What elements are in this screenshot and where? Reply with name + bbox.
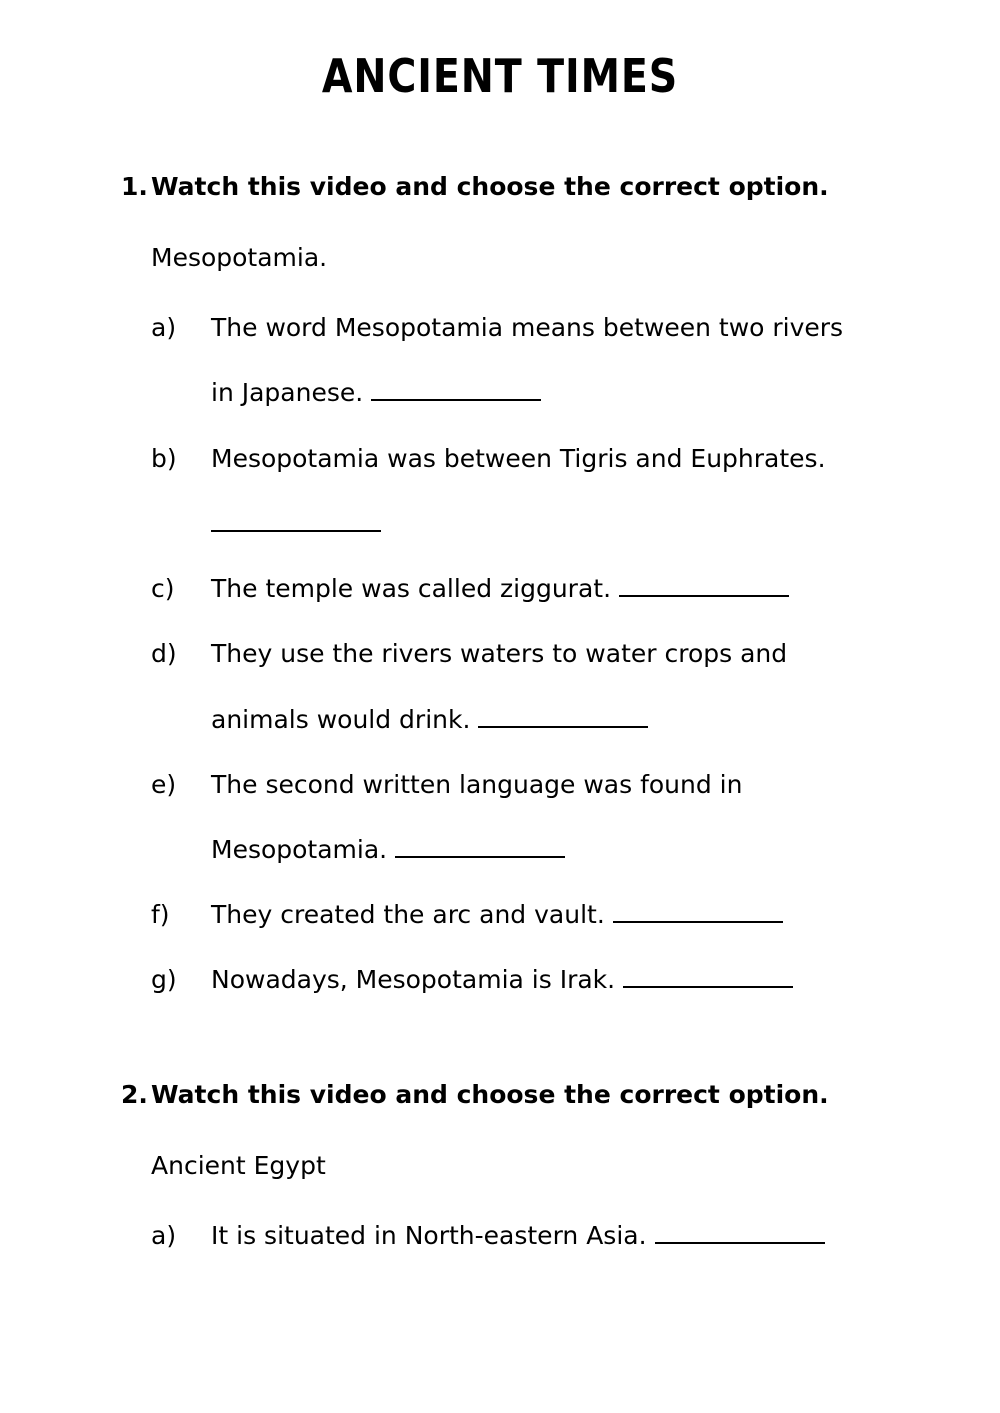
item-text-2a-text: It is situated in North-eastern Asia. [211,1221,647,1250]
item-letter-1c: c) [151,574,175,603]
item-letter-1e: e) [151,770,177,799]
answer-blank-2a[interactable] [655,1220,825,1244]
section-heading-2 [121,1079,829,1111]
section-heading-text-1: Watch this video and choose the correct option. [151,172,829,201]
item-text-1a-line2-text: in Japanese. [211,378,364,407]
section-subtitle-1: Mesopotamia. [151,243,328,272]
item-text-1f-text: They created the arc and vault. [211,900,605,929]
item-text-1f-line1 [211,899,783,931]
section-heading-1 [121,171,829,203]
worksheet-title: ANCIENT TIMES [321,49,679,103]
item-text-1c-line1 [211,573,789,605]
answer-blank-1d[interactable] [478,704,648,728]
item-letter-1g: g) [151,965,177,994]
item-letter-2a: a) [151,1221,177,1250]
section-number-1: 1. [121,172,148,201]
item-text-1g-text: Nowadays, Mesopotamia is Irak. [211,965,616,994]
section-heading-text-2: Watch this video and choose the correct option. [151,1080,829,1109]
item-text-1d-line2 [211,704,648,736]
answer-blank-1g[interactable] [623,964,793,988]
item-letter-1f: f) [151,900,170,929]
answer-blank-1c[interactable] [619,573,789,597]
answer-blank-1a[interactable] [371,377,541,401]
item-letter-1b: b) [151,444,177,473]
answer-blank-1f[interactable] [613,899,783,923]
item-text-1a-line1: The word Mesopotamia means between two rivers [211,313,844,342]
item-text-1e-line1: The second written language was found in [211,770,743,799]
item-letter-1a: a) [151,313,177,342]
item-text-1d-line2-text: animals would drink. [211,705,471,734]
item-text-1d-line1: They use the rivers waters to water crops and [211,639,788,668]
item-text-1e-line2 [211,834,565,866]
item-text-1e-line2-text: Mesopotamia. [211,835,388,864]
item-text-1b-line1: Mesopotamia was between Tigris and Euphrates. [211,444,826,473]
item-text-2a-line1 [211,1220,825,1252]
item-text-1g-line1 [211,964,793,996]
item-text-1c-text: The temple was called ziggurat. [211,574,612,603]
section-number-2: 2. [121,1080,148,1109]
answer-blank-1e[interactable] [395,834,565,858]
item-letter-1d: d) [151,639,177,668]
answer-blank-1b[interactable] [211,508,381,532]
section-subtitle-2: Ancient Egypt [151,1151,326,1180]
item-text-1b-line2 [211,508,381,540]
item-text-1a-line2 [211,377,541,409]
